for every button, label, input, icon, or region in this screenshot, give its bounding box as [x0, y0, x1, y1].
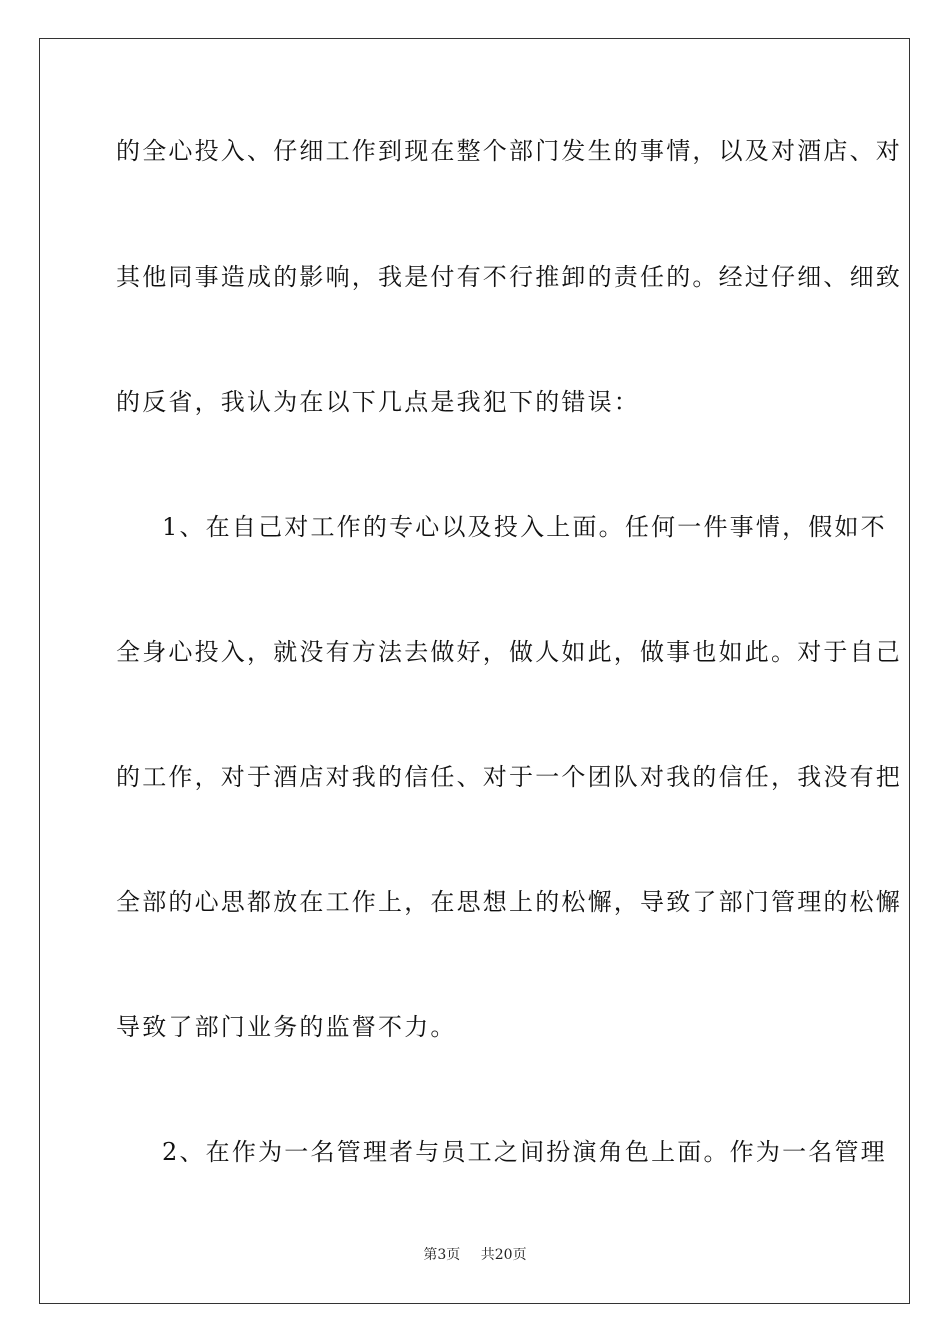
page-number: 第3页: [423, 1247, 461, 1263]
text-line-4: 1、在自己对工作的专心以及投入上面。任何一件事情，假如不: [162, 513, 887, 541]
text-line-5: 全身心投入，就没有方法去做好，做人如此，做事也如此。对于自己: [116, 638, 902, 666]
page-total: 共20页: [480, 1247, 527, 1263]
text-line-7: 全部的心思都放在工作上，在思想上的松懈，导致了部门管理的松懈: [116, 888, 902, 916]
text-line-6: 的工作，对于酒店对我的信任、对于一个团队对我的信任，我没有把: [116, 763, 902, 791]
text-line-8: 导致了部门业务的监督不力。: [116, 1013, 457, 1041]
text-line-2: 其他同事造成的影响，我是付有不行推卸的责任的。经过仔细、细致: [116, 263, 902, 291]
text-line-9: 2、在作为一名管理者与员工之间扮演角色上面。作为一名管理: [162, 1138, 887, 1166]
text-line-1: 的全心投入、仔细工作到现在整个部门发生的事情，以及对酒店、对: [116, 137, 902, 165]
text-line-3: 的反省，我认为在以下几点是我犯下的错误：: [116, 388, 640, 416]
page-border: [39, 38, 910, 1304]
page-footer: [0, 1246, 950, 1264]
